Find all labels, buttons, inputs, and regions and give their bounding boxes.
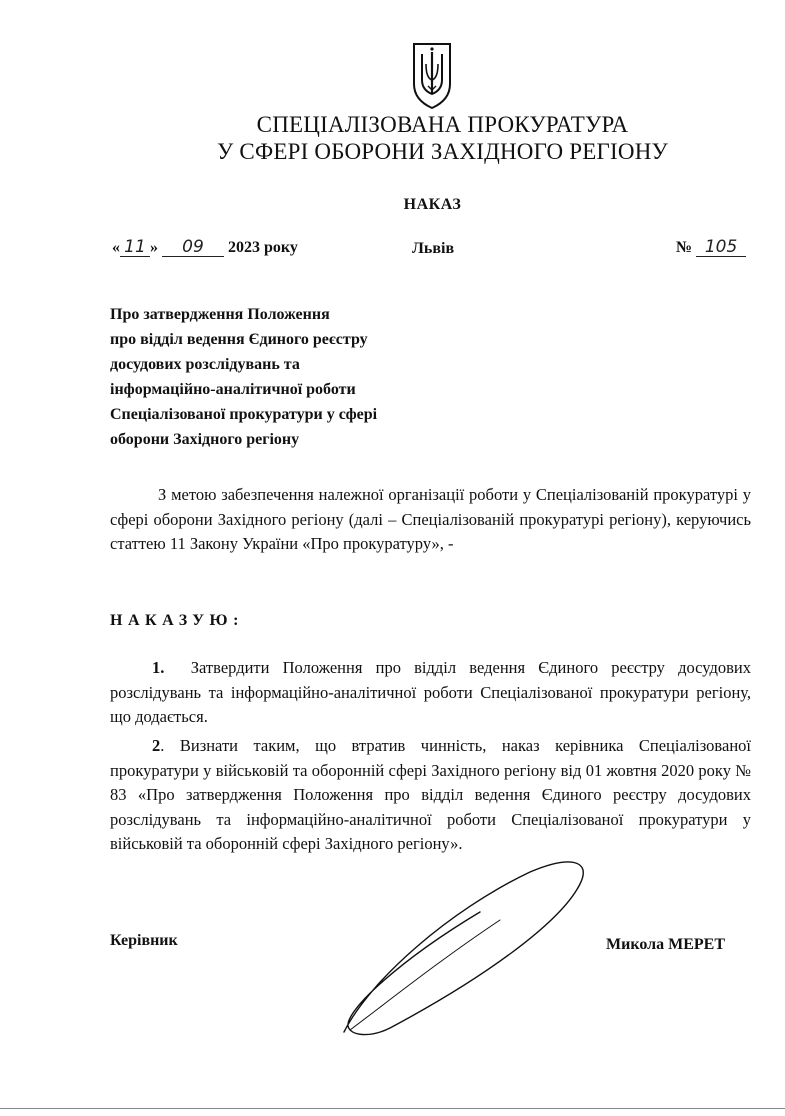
subject-line: Спеціалізованої прокуратури у сфері — [110, 406, 378, 423]
number-value: 105 — [696, 238, 746, 257]
document-subject — [110, 302, 440, 452]
subject-line: оборони Західного регіону — [110, 431, 300, 448]
item-text: . Визнати таким, що втратив чинність, наказ керівника Спеціалізованої прокуратури у військовій та оборонній сфері Західного регіону від 01 жовтня 2020 року № 83 «Про затвердження Положення про відділ ведення Єдиного реєстру досудових розслідувань та інформаційно-аналітичної роботи Спеціалізованої прокуратури у військовій та оборонній сфері Західного регіону». — [110, 736, 751, 854]
organization-name-line1: СПЕЦІАЛІЗОВАНА ПРОКУРАТУРА — [256, 112, 629, 137]
document-city: Львів — [412, 240, 455, 257]
organization-name-line2: У СФЕРІ ОБОРОНИ ЗАХІДНОГО РЕГІОНУ — [216, 139, 668, 164]
preamble-paragraph: З метою забезпечення належної організації роботи у Спеціалізованій прокуратурі у сфері оборони Західного регіону (далі – Спеціалізованій прокуратурі регіону), керуючись статтею 11 Закону України «Про прокуратуру», - — [110, 485, 751, 554]
order-item-2 — [110, 734, 751, 857]
subject-line: інформаційно-аналітичної роботи — [110, 381, 356, 398]
number-prefix: № — [676, 239, 693, 256]
item-number: 1. — [152, 658, 165, 677]
date-quote-close: » — [150, 239, 158, 256]
date-year: 2023 року — [228, 239, 298, 256]
subject-line: Про затвердження Положення — [110, 306, 330, 323]
signatory-name: Микола МЕРЕТ — [606, 936, 725, 953]
order-item-1 — [110, 656, 751, 730]
document-number — [676, 238, 746, 257]
item-number: 2 — [152, 736, 161, 755]
item-text: Затвердити Положення про відділ ведення Єдиного реєстру досудових розслідувань та інформаційно-аналітичної роботи Спеціалізованої прокуратури регіону, що додається. — [110, 658, 752, 727]
date-quote-open: « — [112, 239, 120, 256]
page-bottom-rule — [0, 1108, 785, 1109]
document-date — [112, 238, 298, 257]
date-day: 11 — [120, 238, 150, 257]
trident-emblem-icon — [410, 40, 454, 110]
handwritten-signature-icon — [330, 850, 600, 1040]
subject-line: про відділ ведення Єдиного реєстру — [110, 331, 368, 348]
signatory-position: Керівник — [110, 932, 178, 949]
subject-line: досудових розслідувань та — [110, 356, 300, 373]
document-title: НАКАЗ — [403, 196, 462, 213]
order-heading: НАКАЗУЮ: — [110, 612, 244, 629]
date-month: 09 — [162, 238, 224, 257]
